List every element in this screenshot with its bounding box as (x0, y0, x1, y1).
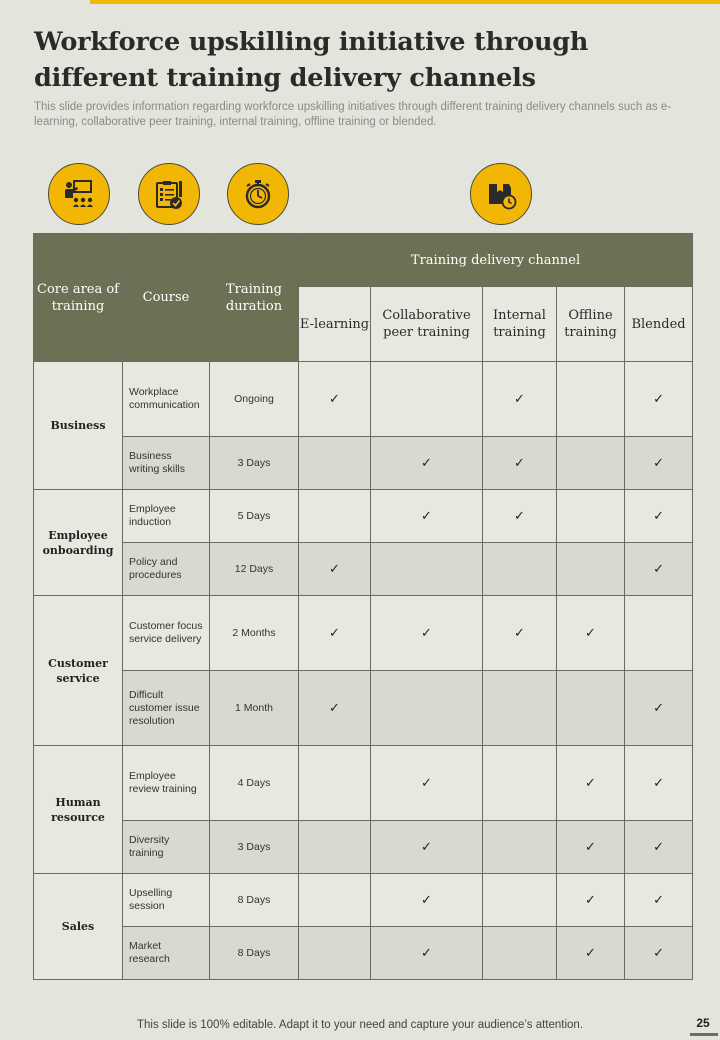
page-subtitle: This slide provides information regarding workforce upskilling initiatives through different training delivery channels such as e- learning, collaborative peer training, internal training, offline training or blended. (34, 101, 672, 128)
header-channel-blended: Blended (625, 287, 693, 362)
page-number-underline (690, 1033, 718, 1036)
check-cell (483, 671, 557, 746)
check-cell: ✓ (371, 490, 483, 543)
package-clock-icon (470, 163, 532, 225)
duration-cell: 8 Days (210, 927, 299, 980)
duration-cell: 4 Days (210, 746, 299, 821)
course-cell: Workplace communication (123, 362, 210, 437)
check-cell: ✓ (625, 362, 693, 437)
check-cell: ✓ (483, 596, 557, 671)
duration-cell: 8 Days (210, 874, 299, 927)
area-employee-onboarding: Employee onboarding (34, 490, 123, 596)
area-sales: Sales (34, 874, 123, 980)
check-cell (557, 362, 625, 437)
training-table (33, 233, 693, 980)
course-cell: Market research (123, 927, 210, 980)
stopwatch-icon (227, 163, 289, 225)
check-cell: ✓ (625, 671, 693, 746)
check-cell (625, 596, 693, 671)
check-cell: ✓ (299, 671, 371, 746)
check-cell (483, 746, 557, 821)
check-cell: ✓ (625, 927, 693, 980)
check-cell: ✓ (299, 543, 371, 596)
check-cell: ✓ (299, 596, 371, 671)
header-delivery-channel: Training delivery channel (299, 234, 693, 287)
check-cell (557, 490, 625, 543)
check-cell: ✓ (625, 437, 693, 490)
check-cell: ✓ (299, 362, 371, 437)
check-cell (483, 821, 557, 874)
duration-cell: 3 Days (210, 437, 299, 490)
check-cell (483, 874, 557, 927)
check-cell: ✓ (371, 874, 483, 927)
course-cell: Employee induction (123, 490, 210, 543)
duration-cell: Ongoing (210, 362, 299, 437)
area-business: Business (34, 362, 123, 490)
duration-cell: 1 Month (210, 671, 299, 746)
check-cell: ✓ (371, 821, 483, 874)
check-cell: ✓ (371, 437, 483, 490)
check-cell (299, 821, 371, 874)
duration-cell: 5 Days (210, 490, 299, 543)
course-cell: Diversity training (123, 821, 210, 874)
area-customer-service: Customer service (34, 596, 123, 746)
check-cell (483, 927, 557, 980)
header-core-area: Core area of training (34, 234, 123, 362)
header-channel-internal: Internal training (483, 287, 557, 362)
page-title: Workforce upskilling initiative through different training delivery channels (34, 27, 589, 93)
duration-cell: 3 Days (210, 821, 299, 874)
header-channel-collaborative: Collaborative peer training (371, 287, 483, 362)
course-cell: Upselling session (123, 874, 210, 927)
check-cell: ✓ (483, 490, 557, 543)
check-cell (371, 671, 483, 746)
check-cell: ✓ (483, 362, 557, 437)
check-cell: ✓ (625, 874, 693, 927)
presentation-trainer-icon (48, 163, 110, 225)
course-cell: Employee review training (123, 746, 210, 821)
course-cell: Difficult customer issue resolution (123, 671, 210, 746)
footer-note: This slide is 100% editable. Adapt it to your need and capture your audience’s attention. (136, 1019, 584, 1031)
check-cell: ✓ (625, 543, 693, 596)
check-cell (557, 543, 625, 596)
header-channel-e-learning: E-learning (299, 287, 371, 362)
duration-cell: 2 Months (210, 596, 299, 671)
check-cell (371, 362, 483, 437)
course-cell: Policy and procedures (123, 543, 210, 596)
top-accent-bar (90, 0, 720, 4)
check-cell: ✓ (557, 746, 625, 821)
check-cell (483, 543, 557, 596)
check-cell (299, 746, 371, 821)
check-cell (371, 543, 483, 596)
check-cell: ✓ (557, 927, 625, 980)
duration-cell: 12 Days (210, 543, 299, 596)
check-cell: ✓ (371, 596, 483, 671)
check-cell (299, 490, 371, 543)
check-cell (299, 927, 371, 980)
check-cell (557, 437, 625, 490)
check-cell: ✓ (557, 596, 625, 671)
check-cell: ✓ (557, 874, 625, 927)
check-cell (557, 671, 625, 746)
check-cell: ✓ (625, 821, 693, 874)
check-cell: ✓ (625, 490, 693, 543)
course-cell: Business writing skills (123, 437, 210, 490)
check-cell: ✓ (371, 746, 483, 821)
check-cell (299, 874, 371, 927)
check-cell: ✓ (371, 927, 483, 980)
header-course: Course (123, 234, 210, 362)
check-cell: ✓ (483, 437, 557, 490)
checklist-document-icon (138, 163, 200, 225)
header-channel-offline: Offline training (557, 287, 625, 362)
course-cell: Customer focus service delivery (123, 596, 210, 671)
area-human-resource: Human resource (34, 746, 123, 874)
check-cell: ✓ (557, 821, 625, 874)
check-cell: ✓ (625, 746, 693, 821)
check-cell (299, 437, 371, 490)
header-duration: Training duration (210, 234, 299, 362)
page-number: 25 (696, 1016, 710, 1030)
